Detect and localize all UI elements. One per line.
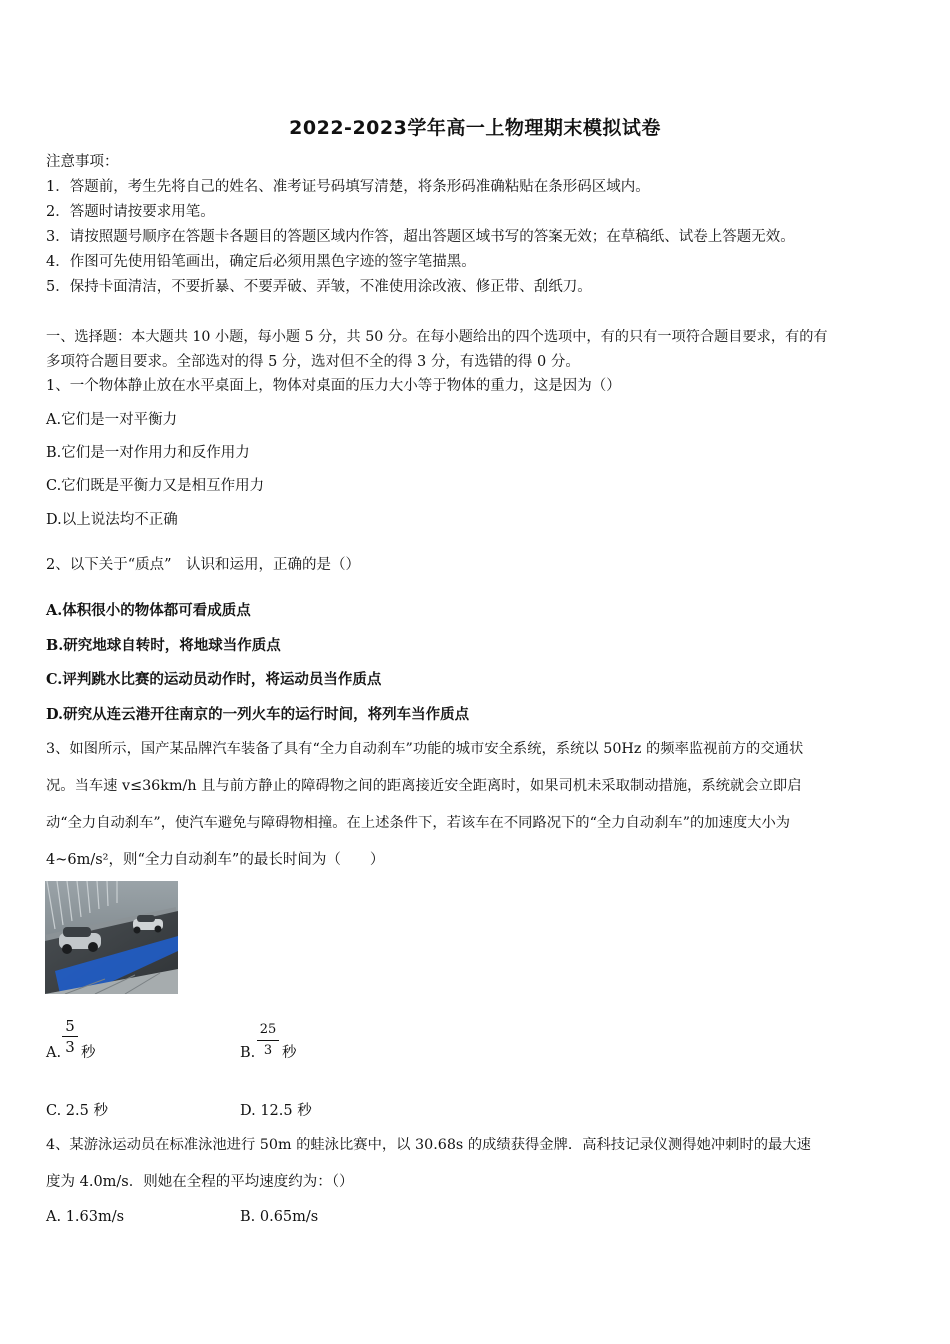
question-3-stem: 3、如图所示，国产某品牌汽车装备了具有“全力自动刹车”功能的城市安全系统，系统以 50Hz 的频率监视前方的交通状 <box>46 741 804 757</box>
fraction-bar <box>257 1040 279 1041</box>
question-2-option: D.研究从连云港开往南京的一列火车的运行时间，将列车当作质点 <box>46 706 470 723</box>
fraction-numerator: 5 <box>65 1017 75 1035</box>
question-4-stem: 4、某游泳运动员在标准泳池进行 50m 的蛙泳比赛中，以 30.68s 的成绩获得金牌．高科技记录仪测得她冲刺时的最大速 <box>46 1137 811 1153</box>
question-3-stem: 况。当车速 v≤36km/h 且与前方静止的障碍物之间的距离接近安全距离时，如果司机未采取制动措施，系统就会立即启 <box>46 778 802 794</box>
question-1-option: A.它们是一对平衡力 <box>46 412 178 428</box>
notice-item: 4．作图可先使用铅笔画出，确定后必须用黑色字迹的签字笔描黑。 <box>46 254 476 270</box>
notice-item: 2．答题时请按要求用笔。 <box>46 204 215 220</box>
question-1-stem: 1、一个物体静止放在水平桌面上，物体对桌面的压力大小等于物体的重力，这是因为（） <box>46 378 621 394</box>
question-2-stem: 2、以下关于“质点” 认识和运用，正确的是（） <box>46 557 361 573</box>
fraction-denominator: 3 <box>263 1043 273 1058</box>
page-title: 2022-2023学年高一上物理期末模拟试卷 <box>289 117 661 139</box>
question-3-option-d: D. 12.5 秒 <box>240 1103 312 1119</box>
question-4-stem: 度为 4.0m/s．则她在全程的平均速度约为：（） <box>46 1174 354 1190</box>
question-2-option: C.评判跳水比赛的运动员动作时，将运动员当作质点 <box>46 671 382 688</box>
fraction-denominator: 3 <box>65 1038 75 1056</box>
notice-item: 3．请按照题号顺序在答题卡各题目的答题区域内作答，超出答题区域书写的答案无效；在草稿纸、试卷上答题无效。 <box>46 229 795 245</box>
question-1-option: B.它们是一对作用力和反作用力 <box>46 445 250 461</box>
question-1-option: C.它们既是平衡力又是相互作用力 <box>46 478 265 494</box>
question-3-option-b-fraction <box>257 1021 279 1060</box>
fraction-bar <box>62 1036 78 1037</box>
car-braking-photo <box>45 881 178 994</box>
question-4-option-b: B. 0.65m/s <box>240 1209 319 1225</box>
section-instructions: 一、选择题：本大题共 10 小题，每小题 5 分，共 50 分。在每小题给出的四个选项中，有的只有一项符合题目要求，有的有 <box>46 329 828 345</box>
notice-item: 1．答题前，考生先将自己的姓名、准考证号码填写清楚，将条形码准确粘贴在条形码区域内。 <box>46 179 650 195</box>
fraction-numerator: 25 <box>259 1022 277 1037</box>
question-4-option-a: A. 1.63m/s <box>46 1209 125 1225</box>
question-2-option: B.研究地球自转时，将地球当作质点 <box>46 637 281 654</box>
section-instructions: 多项符合题目要求。全部选对的得 5 分，选对但不全的得 3 分，有选错的得 0 分。 <box>46 354 580 370</box>
question-3-option-a-unit: 秒 <box>81 1045 96 1061</box>
question-3-stem: 4~6m/s²，则“全力自动刹车”的最长时间为（ ） <box>46 852 385 868</box>
question-3-option-a-label: A. <box>46 1045 62 1061</box>
question-2-option: A.体积很小的物体都可看成质点 <box>46 602 251 619</box>
question-3-stem: 动“全力自动刹车”，使汽车避免与障碍物相撞。在上述条件下，若该车在不同路况下的“全力自动刹车”的加速度大小为 <box>46 815 791 831</box>
question-1-option: D.以上说法均不正确 <box>46 512 178 528</box>
notice-item: 5．保持卡面清洁，不要折暴、不要弄破、弄皱，不准使用涂改液、修正带、刮纸刀。 <box>46 279 592 295</box>
question-3-option-c: C. 2.5 秒 <box>46 1103 108 1119</box>
question-3-option-b-unit: 秒 <box>282 1045 297 1061</box>
question-3-option-b-label: B. <box>240 1045 256 1061</box>
question-3-option-a-fraction <box>62 1017 78 1056</box>
notice-heading: 注意事项： <box>46 154 119 170</box>
